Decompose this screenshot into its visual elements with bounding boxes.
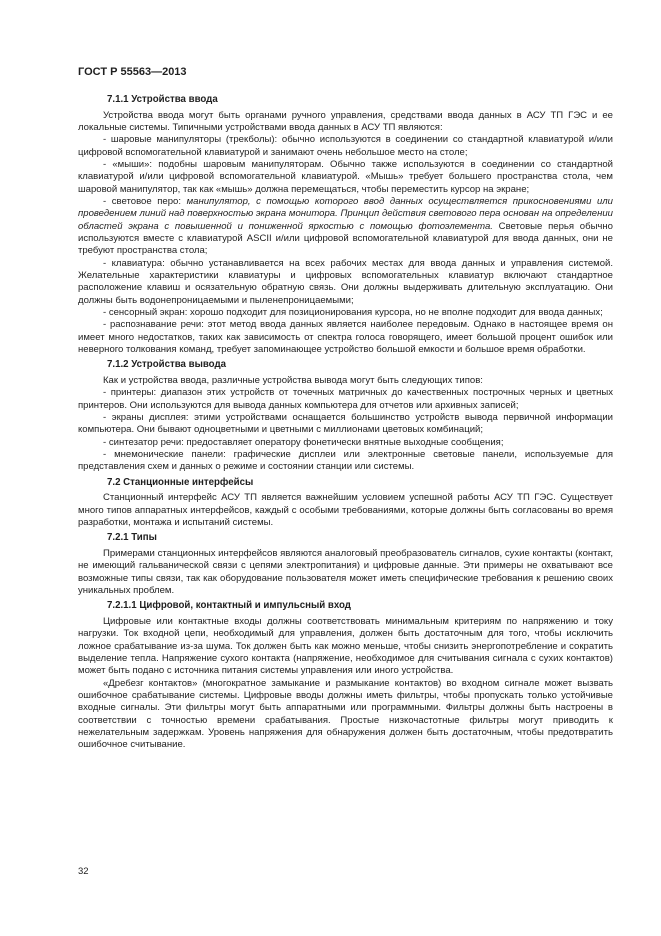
paragraph: Цифровые или контактные входы должны соответствовать минимальным критериям по напряжению и току нагрузки. Ток входной цепи, необходимый для управления, должен быть достаточным для того, чтобы исключить ложное срабатывание из-за шума. Ток должен быть как можно меньше, чтобы снизить энергопотребление и сократить выделение тепла. Напряжение сухого контакта (напряжение, необходимое для считывания сигнала с сухих контактов) может быть подано с источника питания системы управления или иного устройства. — [78, 616, 613, 677]
section-heading-7-1-1: 7.1.1 Устройства ввода — [107, 94, 218, 105]
section-heading-7-1-2: 7.1.2 Устройства вывода — [107, 359, 226, 371]
section-heading-7-2: 7.2 Станционные интерфейсы — [107, 476, 254, 488]
list-item — [78, 196, 613, 258]
paragraph: Станционный интерфейс АСУ ТП является важнейшим условием успешной работы АСУ ТП ГЭС. Существует много типов аппаратных интерфейсов, каждый с особыми требованиями, которые должны быть согласованы во время разработки, монтажа и испытаний системы. — [78, 492, 613, 529]
list-item: - экраны дисплея: этими устройствами оснащается большинство устройств вывода первичной информации компьютера. Они бывают одноцветными и цветными с миллионами цветовых комбинаций; — [78, 412, 613, 436]
list-item: - «мыши»: подобны шаровым манипуляторам. Обычно также используются в соединении со стандартной клавиатурой и/или цифровой вспомогательной клавиатурой. «Мышь» требует большего пространства стола, чем шаровой манипулятор, так как «мышь» должна перемещаться, чтобы переместить курсор на экране; — [78, 158, 613, 195]
list-item: - сенсорный экран: хорошо подходит для позиционирования курсора, но не вполне подходит для ввода данных; — [103, 307, 603, 319]
section-heading-7-2-1-1: 7.2.1.1 Цифровой, контактный и импульсный вход — [107, 600, 351, 612]
standard-header: ГОСТ Р 55563—2013 — [78, 66, 187, 78]
paragraph: «Дребезг контактов» (многократное замыкание и размыкание контактов) во входном сигнале может вызвать ошибочное срабатывание системы. Цифровые вводы должны иметь фильтры, чтобы пропускать только устойчивые входные сигналы. Эти фильтры могут быть аппаратными или программными. Фильтры должны быть настроены в соответствии с точностью времени срабатывания. Простые низкочастотные фильтры могут приводить к нежелательным задержкам. Уровень напряжения для обнаружения должен быть достаточным, чтобы предотвратить ошибочное считывание. — [78, 677, 613, 751]
page-body — [78, 94, 613, 752]
list-item: - мнемонические панели: графические дисплеи или электронные световые панели, используемые для представления схем и данных о режиме и состоянии станции или системы. — [78, 449, 613, 473]
list-item: - синтезатор речи: предоставляет оператору фонетически внятные выходные сообщения; — [103, 436, 504, 448]
list-item: - клавиатура: обычно устанавливается на всех рабочих местах для ввода данных и управления системой. Желательные характеристики клавиатуры и цифровых вспомогательных клавиатур включают стандартное расположение клавиш и осязательную обратную связь. Они должны выдерживать длительную эксплуатацию. Они должны быть водонепроницаемыми и пыленепроницаемыми; — [78, 257, 613, 306]
list-item: - принтеры: диапазон этих устройств от точечных матричных до качественных построчных черных и цветных принтеров. Они используются для вывода данных компьютера для отчетов или архивных записей; — [78, 387, 613, 411]
page-number: 32 — [78, 866, 89, 877]
paragraph: Устройства ввода могут быть органами ручного управления, средствами ввода данных в АСУ ТП ГЭС и ее локальные системы. Типичными устройствами ввода данных в АСУ ТП являются: — [78, 109, 613, 133]
list-item-lead: - световое перо: — [103, 196, 187, 207]
paragraph: Как и устройства ввода, различные устройства вывода могут быть следующих типов: — [103, 375, 483, 387]
paragraph: Примерами станционных интерфейсов являются аналоговый преобразователь сигналов, сухие контакты (контакт, не имеющий гальванической связи с цепями электропитания) и цифровые данные. Эти примеры не охватывают все возможные типы связи, так как оборудование пользователя может иметь специфические требования к решению своих уникальных проблем. — [78, 548, 613, 597]
list-item: - распознавание речи: этот метод ввода данных является наиболее передовым. Однако в настоящее время он имеет много недостатков, таких как зависимость от спектра голоса говорящего, имеет большой процент ошибок или неверного толкования команд, требует запоминающее устройство большой емкости и большое время обработки. — [78, 319, 613, 356]
list-item: - шаровые манипуляторы (трекболы): обычно используются в соединении со стандартной клавиатурой и/или цифровой вспомогательной клавиатурой и занимают очень небольшое место на столе; — [78, 134, 613, 158]
list-item-tail: Световые перья обычно используются вместе с клавиатурой ASCII и/или цифровой вспомогательной клавиатурой для ввода данных, они не требуют пространства стола; — [78, 220, 613, 257]
list-item-italic-definition: манипулятор, с помощью которого ввод данных осуществляется прикосновениями или проведением линий над поверхностью экрана монитора. Принцип действия светового пера основан на определении областей экрана с повышенной и пониженной яркостью с помощью фотоэлемента. — [78, 196, 613, 232]
section-heading-7-2-1: 7.2.1 Типы — [107, 532, 157, 544]
